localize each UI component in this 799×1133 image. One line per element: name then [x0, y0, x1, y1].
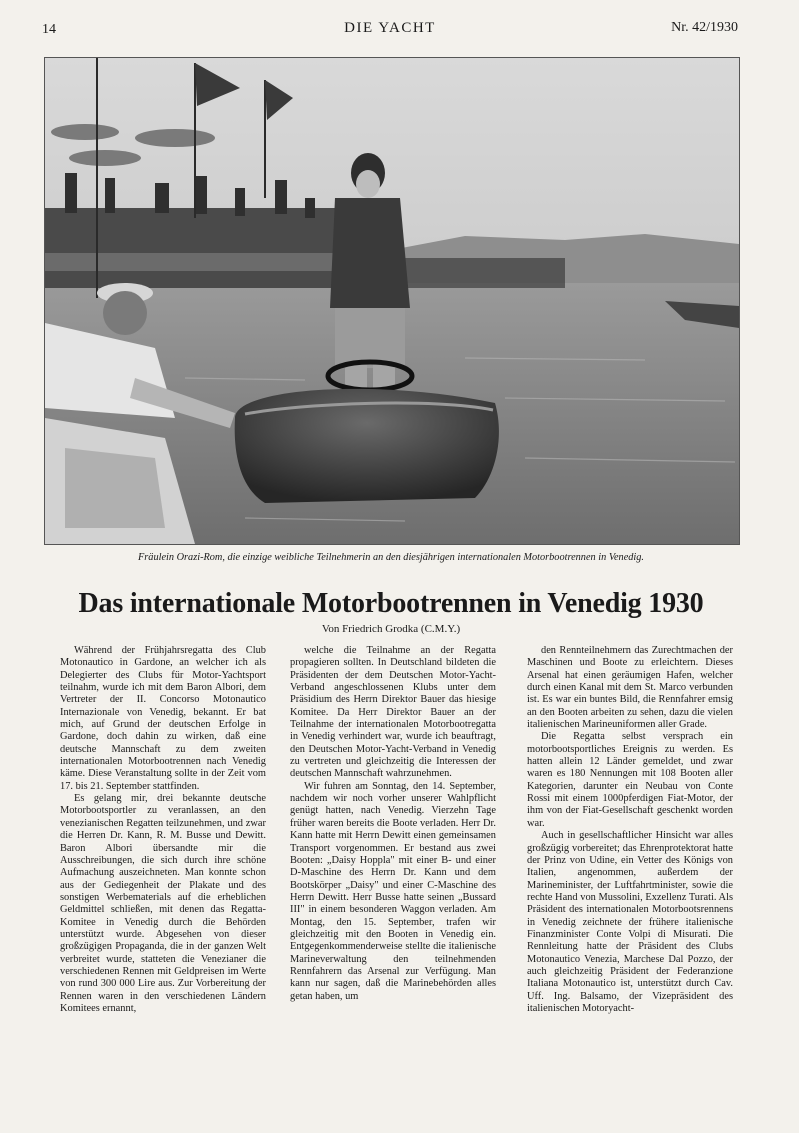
race-photo	[44, 57, 740, 545]
magazine-title: DIE YACHT	[344, 20, 436, 36]
paragraph: Während der Frühjahrsregatta des Club Motonautico in Gardone, an welcher ich als Delegierter des Clubs für Motor-Yachtsport teilnahm, wurde ich mit dem Baron Albori, dem Vertreter der II. Concorso Motonautico Internazionale von Venedig, bekannt. Er bat mich, auf Grund der deutschen Erfolge in Gardone, doch dahin zu wirken, daß eine deutsche Mannschaft zu dem zweiten internationalen Motorbootrennen nach Venedig käme. Diese Veranstaltung sollte in der Zeit vom 17. bis 21. September stattfinden.	[60, 645, 266, 792]
column-1	[60, 645, 266, 1015]
column-2	[290, 645, 496, 1003]
paragraph: Es gelang mir, drei bekannte deutsche Motorbootsportler zu veranlassen, an den venezianischen Regatten teilzunehmen, und zwar die Herren Dr. Kann, R. M. Busse und Dewitt. Baron Albori übersandte mir die Ausschreibungen, die sich durch ihre schöne Aufmachung auszeichneten. Man konnte schon aus der Gediegenheit der Plakate und des sonstigen Werbematerials auf die erheblichen Geldmittel schließen, mit denen das Regatta-Komitee in Venedig durch die Behörden unterstützt wurde. Abgesehen von dieser großzügigen Propaganda, die in der ganzen Welt verbreitet wurde, statteten die Venezianer die verschiedenen Rennen mit Geldpreisen im Werte von rund 300 000 Lire aus. Zur Vorbereitung der Rennen waren in den verschiedenen Ländern Komitees ernannt,	[60, 793, 266, 1014]
paragraph: Wir fuhren am Sonntag, den 14. September, nachdem wir noch vorher unserer Wahlpflicht genügt hatten, nach Venedig. Vierzehn Tage früher waren bereits die Boote verladen. Herr Dr. Kann hatte mit Herrn Dewitt einen gemeinsamen Transport vorgenommen. Er bestand aus zwei Booten: „Daisy Hoppla" mit einer B- und einer D-Maschine des Herrn Dr. Kann und dem Bootskörper „Daisy" und einer C-Maschine des Herrn Dewitt. Herr Busse hatte seinen „Bussard III" in einem besonderen Waggon verladen. Am Montag, den 15. September, trafen wir gleichzeitig mit den Booten in Venedig ein. Entgegenkommenderweise stellte die italienische Marineverwaltung den teilnehmenden Rennfahrern das Arsenal zur Verfügung. Man kann nur sagen, daß die Marinebehörden alles getan haben, um	[290, 780, 496, 1002]
photo-caption: Fräulein Orazi-Rom, die einzige weibliche Teilnehmerin an den diesjährigen internationalen Motorbootrennen in Venedig.	[138, 552, 644, 563]
paragraph: Auch in gesellschaftlicher Hinsicht war alles großzügig vorbereitet; das Ehrenprotektorat hatte der Prinz von Udine, ein Vetter des Königs von Italien, angenommen, außerdem der Marineminister, der Luftfahrtminister, sowie die rechte Hand von Mussolini, Exzellenz Turati. Als Präsident des internationalen Motorbootsrennens in Venedig zeichnete der frühere italienische Finanzminister Conte Volpi di Misurati. Die Rennleitung hatte der Präsident des Clubs Motonautico Venezia, Marchese Dal Pozzo, der auch gleichzeitig Präsident der Federanzione Italiana Motonautico ist, unterstützt durch Cav. Uff. Ing. Balsamo, der Vizepräsident des italienischen Motoryacht-	[527, 830, 733, 1014]
article-byline: Von Friedrich Grodka (C.M.Y.)	[321, 623, 461, 635]
paragraph: den Rennteilnehmern das Zurechtmachen der Maschinen und Boote zu erleichtern. Dieses Arsenal hat einen geräumigen Hafen, welcher durch einen Kanal mit dem St. Marco verbunden ist. Es war ein buntes Bild, die Rennfahrer emsig an den Booten arbeiten zu sehen, dazu die vielen italienischen Marineuniformen aller Grade.	[527, 645, 733, 731]
page-header	[42, 20, 738, 40]
column-3	[527, 645, 733, 1015]
issue-number: Nr. 42/1930	[671, 20, 738, 35]
page-number: 14	[42, 22, 56, 37]
paragraph: welche die Teilnahme an der Regatta propagieren sollten. In Deutschland bildeten die Präsidenten der dem Deutschen Motor-Yacht-Verband angeschlossenen Klubs unter dem Präsidium des Herrn Direktor Bauer das hiesige Komitee. Da Herr Direktor Bauer an der Teilnahme der internationalen Motorbootregatta in Venedig verhindert war, wurde ich beauftragt, den Deutschen Motor-Yacht-Verband in Venedig zu vertreten und gleichzeitig die Interessen der deutschen Mannschaft wahrzunehmen.	[290, 645, 496, 780]
article-title: Das internationale Motorbootrennen in Venedig 1930	[78, 588, 704, 619]
paragraph: Die Regatta selbst versprach ein motorbootsportliches Ereignis zu werden. Es hatten allein 12 Länder gemeldet, und zwar waren es 180 Nennungen mit 108 Booten aller Kategorien, darunter ein Neubau von Conte Rossi mit einem 1000pferdigen Fiat-Motor, der ihm von der Fiat-Gesellschaft geschenkt worden war.	[527, 731, 733, 829]
photo-illustration	[45, 58, 739, 544]
